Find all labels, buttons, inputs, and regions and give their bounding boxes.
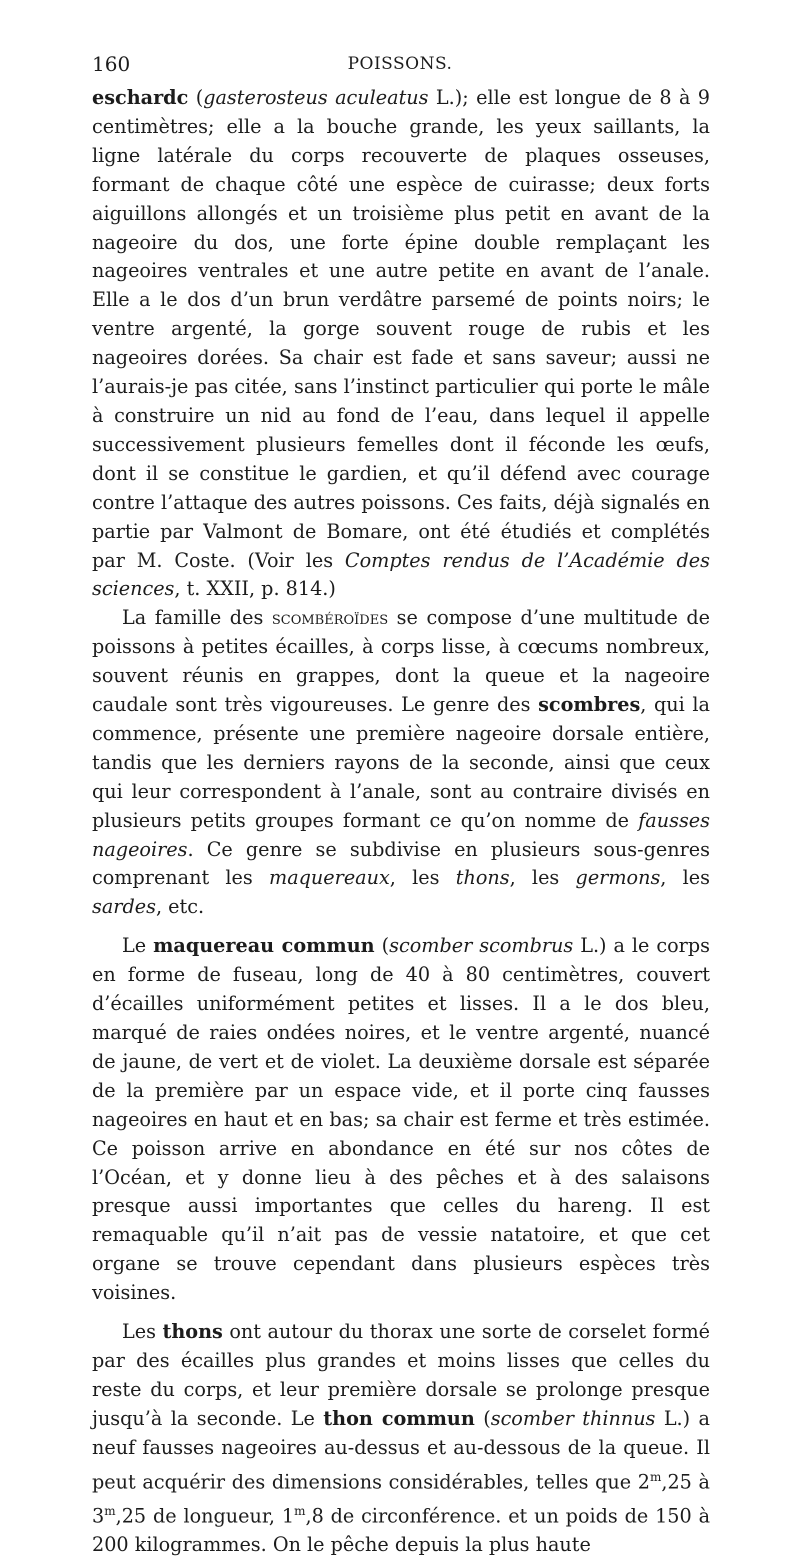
text-segment: , les	[389, 866, 456, 890]
text-segment: m	[649, 1469, 662, 1484]
text-segment: scomber thinnus	[490, 1406, 656, 1430]
text-segment: germons	[575, 866, 661, 890]
text-segment: thons	[455, 866, 510, 890]
text-segment: scombres	[538, 693, 641, 717]
text-segment: , les	[509, 866, 576, 890]
text-segment: ,25 de longueur, 1	[115, 1504, 295, 1528]
text-segment: sardes	[92, 895, 156, 919]
text-segment: ,8 de circonférence. et un poids de 150 à 200 kilogrammes. On le pêche depuis la plus haute	[92, 1504, 711, 1557]
body-text	[92, 84, 710, 1560]
text-segment: scombéroïdes	[271, 606, 389, 630]
page-number: 160	[92, 52, 131, 76]
paragraph-p4	[92, 1318, 710, 1560]
text-segment: eschardc	[92, 86, 189, 109]
text-segment: thons	[162, 1320, 223, 1344]
text-segment: L.) a le corps en forme de fuseau, long de 40 à 80 centimètres, couvert d’écailles uniformément petites et lisses. Il a le dos bleu, marqué de raies ondées noires, et le ventre argenté, nuancé de jaune, de vert et de violet. La deuxième dorsale est séparée de la première par un espace vide, et il porte cinq fausses nageoires en haut et en bas; sa chair est ferme et très estimée. Ce poisson arrive en abondance en été sur nos côtes de l’Océan, et y donne lieu à des pêches et à des salaisons presque aussi importantes que celles du hareng. Il est remaquable qu’il n’ait pas de vessie natatoire, et que cet organe se trouve cependant dans plusieurs espèces très voisines.	[92, 934, 710, 1305]
text-segment: thon commun	[323, 1406, 475, 1430]
running-title: POISSONS.	[347, 54, 453, 74]
text-segment: , t. XXII, p. 814.)	[174, 577, 336, 601]
page-header	[92, 52, 708, 84]
text-segment: Comptes rendus de l’Académie des sciences	[92, 548, 710, 601]
paragraph-p2	[92, 604, 710, 922]
text-segment: maquereau commun	[153, 934, 375, 958]
text-segment: (	[474, 1406, 491, 1430]
text-segment: L.) a neuf fausses nageoires au-dessus et au-dessous de la queue. Il peut acquérir des dimensions considérables, telles que 2	[92, 1406, 710, 1493]
text-segment: (	[188, 86, 204, 109]
text-segment: Les	[122, 1320, 163, 1344]
text-segment: ,25 à 3	[92, 1469, 711, 1528]
text-segment: gasterosteus aculeatus	[203, 86, 429, 109]
paragraph-p3	[92, 932, 710, 1308]
text-segment: maquereaux	[269, 866, 390, 890]
paragraph-p1	[92, 84, 710, 604]
text-segment: (	[374, 934, 390, 958]
text-segment: Le	[122, 934, 154, 958]
text-segment: ont autour du thorax une sorte de corselet formé par des écailles plus grandes et moins lisses que celles du reste du corps, et leur première dorsale se prolonge presque jusqu’à la seconde. Le	[92, 1320, 711, 1430]
text-segment: , les	[660, 866, 710, 890]
text-segment: scomber scombrus	[389, 934, 574, 958]
text-segment: se compose d’une multitude de poissons à petites écailles, à corps lisse, à cœcums nombreux, souvent réunis en grappes, dont la queue et la nageoire caudale sont très vigoureuses. Le genre des	[92, 606, 710, 717]
text-segment: , qui la commence, présente une première nageoire dorsale entière, tandis que les derniers rayons de la seconde, ainsi que ceux qui leur correspondent à l’anale, sont au contraire divisés en plusieurs petits groupes formant ce qu’on nomme de	[92, 693, 710, 832]
text-segment: La famille des	[122, 606, 272, 630]
text-segment: m	[294, 1503, 306, 1518]
text-segment: m	[104, 1503, 116, 1518]
text-segment: , etc.	[155, 895, 205, 919]
text-segment: L.); elle est longue de 8 à 9 centimètres; elle a la bouche grande, les yeux saillants, la ligne latérale du corps recouverte de plaques osseuses, formant de chaque côté une espèce de cuirasse; deux forts aiguillons allongés et un troisième plus petit en avant de la nageoire du dos, une forte épine double remplaçant les nageoires ventrales et une autre petite en avant de l’anale. Elle a le dos d’un brun verdâtre parsemé de points noirs; le ventre argenté, la gorge souvent rouge de rubis et les nageoires dorées. Sa chair est fade et sans saveur; aussi ne l’aurais-je pas citée, sans l’instinct particulier qui porte le mâle à construire un nid au fond de l’eau, dans lequel il appelle successivement plusieurs femelles dont il féconde les œufs, dont il se constitue le gardien, et qu’il défend avec courage contre l’attaque des autres poissons. Ces faits, déjà signalés en partie par Valmont de Bomare, ont été étudiés et complétés par M. Coste. (Voir les	[92, 86, 710, 572]
text-segment: fausses nageoires	[92, 808, 710, 861]
text-segment: . Ce genre se subdivise en plusieurs sous-genres comprenant les	[92, 837, 710, 890]
